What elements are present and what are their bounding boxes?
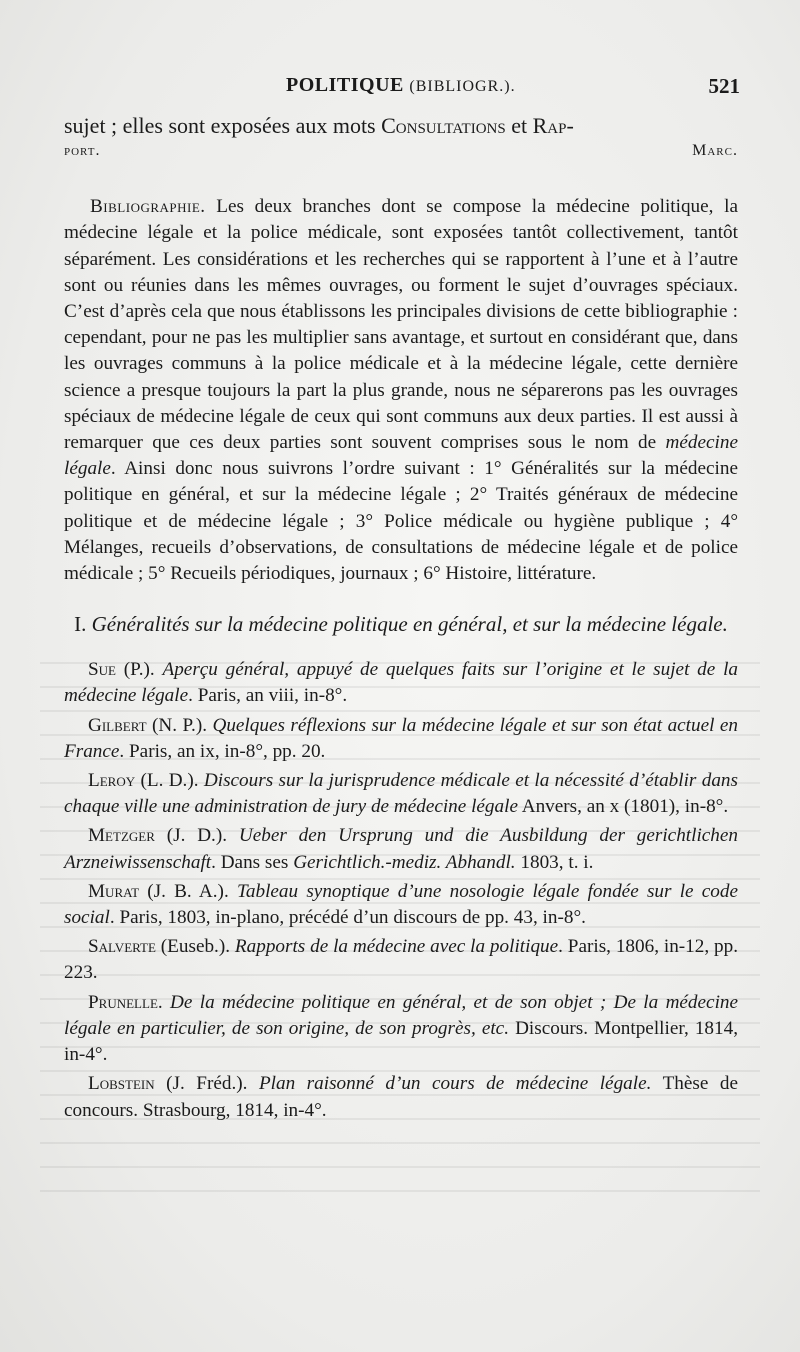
ref-initials: (J. B. A.). xyxy=(139,880,237,902)
ref-initials: (Euseb.). xyxy=(155,936,235,958)
page-body xyxy=(64,112,738,1124)
reference-entry xyxy=(64,657,738,709)
ref-author: Metzger xyxy=(88,825,155,847)
ref-initials: (L. D.). xyxy=(135,770,204,792)
bibliographie-text: Les deux branches dont se compose la médecine politique, la médecine légale et la police médicale, sont exposées tantôt collectivement, tantôt séparément. Les considérations et les recherches qui se rapportent à l’une et à l’autre sont ou réunies dans les mêmes ouvrages, ou forment le sujet d’ouvrages spéciaux. C’est d’après cela que nous établissons les principales divisions de cette bibliographie : cependant, pour ne pas les multiplier sans avantage, et surtout en considérant que, dans les ouvrages communs à la police médicale et à la médecine légale, cette dernière science a presque toujours la part la plus grande, nous ne séparerons pas les ouvrages spéciaux de médecine légale de ceux qui sont communs aux deux parties. Il est aussi à remarquer que ces deux parties sont souvent comprises sous le nom de xyxy=(64,196,738,454)
ref-author: Lobstein xyxy=(88,1073,155,1095)
ref-author: Gilbert xyxy=(88,714,147,736)
ref-details: Thèse de concours. Strasbourg, 1814, in-4°. xyxy=(64,1073,738,1121)
bibliographie-lead: Bibliographie. xyxy=(90,196,206,218)
reference-entry xyxy=(64,990,738,1069)
ref-details: . Paris, 1806, in-12, pp. 223. xyxy=(64,936,738,984)
page-number: 521 xyxy=(708,74,740,98)
ref-author: Murat xyxy=(88,880,140,902)
reference-entry xyxy=(64,823,738,875)
ref-title: Aperçu général, appuyé de quelques faits sur l’origine et le sujet de la médecine légale xyxy=(64,659,738,707)
ref-details: . Dans ses xyxy=(211,851,294,873)
reference-entry xyxy=(64,934,738,986)
ref-title: Plan raisonné d’un cours de médecine légale. xyxy=(258,1073,652,1095)
page-header xyxy=(62,74,740,104)
ref-title: Rapports de la médecine avec la politique xyxy=(234,936,559,958)
reference-entry xyxy=(64,768,738,820)
ref-details: . Paris, an ix, in-8°, pp. 20. xyxy=(119,740,326,762)
reference-list xyxy=(64,657,738,1123)
running-title-main: POLITIQUE xyxy=(286,74,404,96)
ref-author: Salverte xyxy=(88,936,156,958)
term-medecine-legale: médecine légale xyxy=(64,432,738,480)
reference-entry xyxy=(64,713,738,765)
bibliographie-text-2: . Ainsi donc nous suivrons l’ordre suivant : 1° Généralités sur la médecine politique en général, et sur la médecine légale ; 2° Traités généraux de médecine politique et de médecine légale ; 3° Police médicale ou hygiène publique ; 4° Mélanges, recueils d’observations, de consultations de médecine légale et de police médicale ; 5° Recueils périodiques, journaux ; 6° Histoire, littérature. xyxy=(64,458,738,585)
ref-author: Leroy xyxy=(88,770,136,792)
running-title xyxy=(286,74,516,97)
keyword-rapport: Rap- xyxy=(532,113,574,138)
ref-initials: (P.). xyxy=(116,659,163,681)
continuation-text xyxy=(64,112,738,140)
signoff-row xyxy=(64,138,738,164)
continuation-end: port. xyxy=(64,142,101,159)
ref-initials: (J. Fréd.). xyxy=(154,1073,259,1095)
ref-details: Anvers, an x (1801), in-8°. xyxy=(517,796,729,818)
reference-entry xyxy=(64,879,738,931)
ref-title: Ueber den Ursprung und die Ausbildung der gerichtlichen Arzneiwissenschaft xyxy=(64,825,738,873)
continuation-line: sujet ; elles sont exposées aux mots xyxy=(64,113,382,138)
ref-details: . Paris, an viii, in-8°. xyxy=(188,685,348,707)
ref-title: Discours sur la jurisprudence médicale et la nécessité d’établir dans chaque ville une administration de jury de médecine légale xyxy=(64,770,738,818)
running-title-sub: (BIBLIOGR.). xyxy=(409,78,516,95)
ref-title-2: Gerichtlich.-mediz. Abhandl. xyxy=(293,851,516,873)
ref-details: Discours. Montpellier, 1814, in-4°. xyxy=(64,1017,738,1066)
ref-title: De la médecine politique en général, et de son objet ; De la médecine légale en particulier, de son origine, de son progrès, etc. xyxy=(64,991,739,1039)
section-title: Généralités sur la médecine politique en général, et sur la médecine légale. xyxy=(91,612,728,637)
ref-details-2: 1803, t. i. xyxy=(515,851,594,873)
ref-initials xyxy=(163,992,170,1013)
bibliographie-paragraph xyxy=(64,194,738,587)
section-number: I. xyxy=(74,612,87,637)
keyword-consultations: Consultations xyxy=(381,113,506,138)
ref-details: . Paris, 1803, in-plano, précédé d’un discours de pp. 43, in-8°. xyxy=(109,907,586,929)
ref-author: Prunelle. xyxy=(88,991,163,1013)
ref-initials: (N. P.). xyxy=(146,714,213,736)
conjunction: et xyxy=(505,113,533,138)
ref-author: Sue xyxy=(88,659,117,681)
ref-title: Quelques réflexions sur la médecine légale et sur son état actuel en France xyxy=(64,714,738,762)
reference-entry xyxy=(64,1071,738,1123)
author-signature: Marc. xyxy=(692,142,738,159)
ref-initials: (J. D.). xyxy=(154,825,239,847)
section-heading xyxy=(64,609,738,639)
ref-title: Tableau synoptique d’une nosologie légale fondée sur le code social xyxy=(64,880,738,929)
